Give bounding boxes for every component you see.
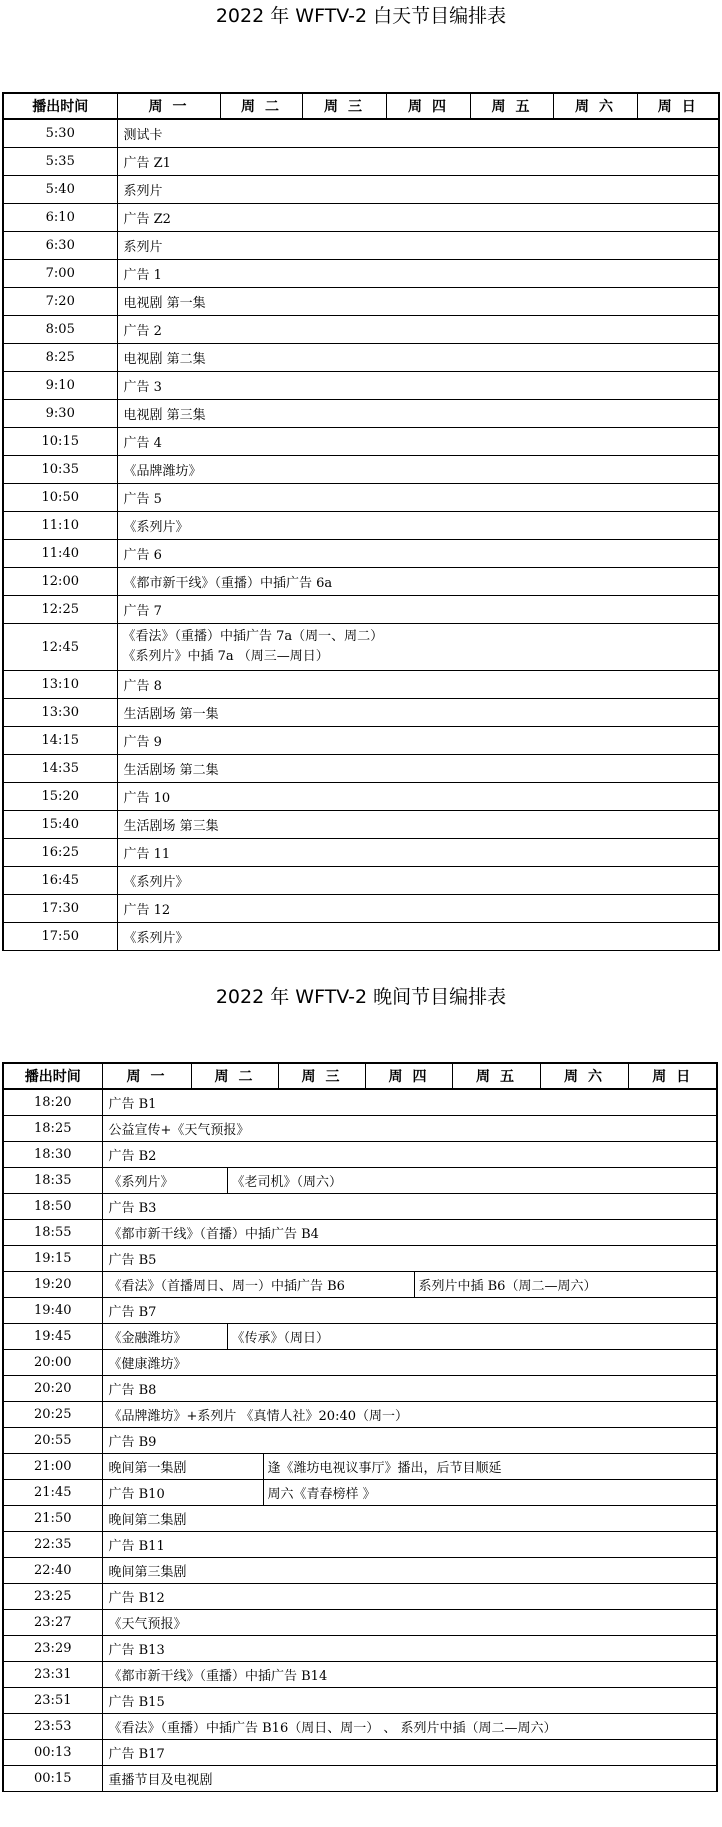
table-row (3, 512, 719, 540)
broadcast-time: 5:30 (3, 119, 117, 148)
broadcast-time: 19:20 (3, 1272, 102, 1298)
table-row (3, 176, 719, 204)
header-sunday: 周日 (628, 1063, 717, 1089)
broadcast-time: 16:25 (3, 839, 117, 867)
table-row (3, 1168, 717, 1194)
table-row (3, 1558, 717, 1584)
program-name: 《系列片》 (109, 1168, 228, 1193)
broadcast-time: 9:30 (3, 400, 117, 428)
program-name: 广告 2 (117, 316, 719, 344)
broadcast-time: 23:51 (3, 1688, 102, 1714)
program-name: 晚间第一集剧 (109, 1454, 264, 1479)
program-name: 广告 10 (117, 783, 719, 811)
broadcast-time: 20:20 (3, 1376, 102, 1402)
program-name: 系列片 (117, 232, 719, 260)
table-row (3, 1506, 717, 1532)
broadcast-time: 20:25 (3, 1402, 102, 1428)
broadcast-time: 10:35 (3, 456, 117, 484)
program-name: 广告 6 (117, 540, 719, 568)
program-name: 公益宣传+《天气预报》 (102, 1116, 717, 1142)
broadcast-time: 9:10 (3, 372, 117, 400)
table-row (3, 1610, 717, 1636)
program-line: 《系列片》中插 7a （周三—周日） (122, 649, 329, 664)
header-wednesday: 周三 (302, 93, 386, 119)
program-name: 晚间第二集剧 (102, 1506, 717, 1532)
broadcast-time: 23:29 (3, 1636, 102, 1662)
program-name: 广告 Z1 (117, 148, 719, 176)
program-name: 广告 12 (117, 895, 719, 923)
program-cell (102, 1454, 717, 1480)
program-cell (102, 1168, 717, 1194)
program-name: 广告 B2 (102, 1142, 717, 1168)
table-row (3, 1350, 717, 1376)
program-cell (102, 1480, 717, 1506)
program-name: 测试卡 (117, 119, 719, 148)
program-name: 生活剧场 第一集 (117, 699, 719, 727)
program-name: 广告 B8 (102, 1376, 717, 1402)
broadcast-time: 23:31 (3, 1662, 102, 1688)
broadcast-time: 22:40 (3, 1558, 102, 1584)
table-row (3, 624, 719, 671)
header-monday: 周一 (117, 93, 220, 119)
program-note: 《传承》（周日） (231, 1331, 330, 1346)
table-row (3, 867, 719, 895)
broadcast-time: 19:45 (3, 1324, 102, 1350)
program-name: 广告 11 (117, 839, 719, 867)
table-row (3, 119, 719, 148)
table-row (3, 148, 719, 176)
table-row (3, 288, 719, 316)
program-name: 广告 4 (117, 428, 719, 456)
table-row (3, 839, 719, 867)
table-row (3, 727, 719, 755)
table-row (3, 923, 719, 951)
broadcast-time: 19:40 (3, 1298, 102, 1324)
program-name: 广告 B17 (102, 1740, 717, 1766)
broadcast-time: 5:35 (3, 148, 117, 176)
table-row (3, 1688, 717, 1714)
header-time: 播出时间 (3, 1063, 102, 1089)
broadcast-time: 13:10 (3, 671, 117, 699)
header-wednesday: 周三 (278, 1063, 365, 1089)
program-name: 《金融潍坊》 (109, 1324, 228, 1349)
night-schedule-table (2, 1062, 718, 1792)
broadcast-time: 00:15 (3, 1766, 102, 1792)
table-row (3, 1298, 717, 1324)
header-thursday: 周四 (365, 1063, 452, 1089)
table-row (3, 1272, 717, 1298)
program-name: 《看法》（首播周日、周一）中插广告 B6 (109, 1272, 415, 1297)
broadcast-time: 12:25 (3, 596, 117, 624)
table-row (3, 1194, 717, 1220)
table-row (3, 1324, 717, 1350)
header-tuesday: 周二 (191, 1063, 278, 1089)
broadcast-time: 12:45 (3, 624, 117, 671)
program-name: 《系列片》 (117, 923, 719, 951)
table-row (3, 1116, 717, 1142)
program-name: 生活剧场 第三集 (117, 811, 719, 839)
program-name: 广告 B13 (102, 1636, 717, 1662)
program-cell (102, 1324, 717, 1350)
header-thursday: 周四 (386, 93, 470, 119)
broadcast-time: 19:15 (3, 1246, 102, 1272)
table-row (3, 1376, 717, 1402)
broadcast-time: 21:00 (3, 1454, 102, 1480)
broadcast-time: 23:25 (3, 1584, 102, 1610)
broadcast-time: 8:25 (3, 344, 117, 372)
program-note: 系列片中插 B6（周二—周六） (418, 1279, 597, 1294)
table-row (3, 1532, 717, 1558)
program-note: 逢《潍坊电视议事厅》播出，后节目顺延 (267, 1461, 502, 1476)
header-friday: 周五 (452, 1063, 540, 1089)
broadcast-time: 23:53 (3, 1714, 102, 1740)
broadcast-time: 00:13 (3, 1740, 102, 1766)
header-sunday: 周日 (637, 93, 719, 119)
broadcast-time: 20:00 (3, 1350, 102, 1376)
day-schedule-table (2, 92, 720, 951)
program-name: 晚间第三集剧 (102, 1558, 717, 1584)
program-name: 《品牌潍坊》+系列片 《真情人社》20:40（周一） (102, 1402, 717, 1428)
night-schedule-title: 2022 年 WFTV-2 晚间节目编排表 (215, 986, 507, 1008)
program-name: 广告 B3 (102, 1194, 717, 1220)
program-name: 《天气预报》 (102, 1610, 717, 1636)
broadcast-time: 11:40 (3, 540, 117, 568)
broadcast-time: 7:20 (3, 288, 117, 316)
header-saturday: 周六 (553, 93, 637, 119)
program-line: 《看法》（重播）中插广告 7a（周一、周二） (122, 629, 384, 644)
header-friday: 周五 (470, 93, 553, 119)
program-name: 广告 B12 (102, 1584, 717, 1610)
table-row (3, 1584, 717, 1610)
table-row (3, 568, 719, 596)
table-row (3, 1089, 717, 1116)
table-row (3, 260, 719, 288)
program-name: 广告 B1 (102, 1089, 717, 1116)
table-row (3, 1142, 717, 1168)
broadcast-time: 15:20 (3, 783, 117, 811)
table-row (3, 1662, 717, 1688)
broadcast-time: 6:30 (3, 232, 117, 260)
broadcast-time: 17:30 (3, 895, 117, 923)
broadcast-time: 7:00 (3, 260, 117, 288)
broadcast-time: 21:50 (3, 1506, 102, 1532)
program-note: 周六《青春榜样 》 (267, 1487, 376, 1502)
table-row (3, 204, 719, 232)
program-name: 广告 9 (117, 727, 719, 755)
program-note: 《老司机》（周六） (231, 1175, 343, 1190)
table-row (3, 1480, 717, 1506)
header-time: 播出时间 (3, 93, 117, 119)
program-name: 广告 B10 (109, 1480, 264, 1505)
day-schedule-title: 2022 年 WFTV-2 白天节目编排表 (215, 5, 507, 27)
broadcast-time: 5:40 (3, 176, 117, 204)
program-name: 生活剧场 第二集 (117, 755, 719, 783)
table-row (3, 1766, 717, 1792)
table-row (3, 1454, 717, 1480)
table-row (3, 232, 719, 260)
broadcast-time: 14:15 (3, 727, 117, 755)
broadcast-time: 18:20 (3, 1089, 102, 1116)
program-name: 《品牌潍坊》 (117, 456, 719, 484)
program-name: 广告 7 (117, 596, 719, 624)
broadcast-time: 12:00 (3, 568, 117, 596)
table-row (3, 344, 719, 372)
program-name: 《看法》（重播）中插广告 B16（周日、周一） 、 系列片中插（周二—周六） (102, 1714, 717, 1740)
program-name: 系列片 (117, 176, 719, 204)
program-name: 电视剧 第三集 (117, 400, 719, 428)
table-row (3, 895, 719, 923)
table-row (3, 400, 719, 428)
broadcast-time: 18:50 (3, 1194, 102, 1220)
table-row (3, 596, 719, 624)
table-row (3, 1740, 717, 1766)
table-row (3, 783, 719, 811)
broadcast-time: 8:05 (3, 316, 117, 344)
broadcast-time: 13:30 (3, 699, 117, 727)
program-name: 广告 3 (117, 372, 719, 400)
broadcast-time: 15:40 (3, 811, 117, 839)
program-name: 电视剧 第二集 (117, 344, 719, 372)
program-name: 广告 8 (117, 671, 719, 699)
broadcast-time: 18:30 (3, 1142, 102, 1168)
broadcast-time: 22:35 (3, 1532, 102, 1558)
broadcast-time: 17:50 (3, 923, 117, 951)
program-cell (117, 624, 719, 671)
broadcast-time: 18:55 (3, 1220, 102, 1246)
broadcast-time: 20:55 (3, 1428, 102, 1454)
program-name: 广告 B11 (102, 1532, 717, 1558)
program-name: 广告 B15 (102, 1688, 717, 1714)
program-name: 广告 B9 (102, 1428, 717, 1454)
broadcast-time: 16:45 (3, 867, 117, 895)
header-tuesday: 周二 (220, 93, 302, 119)
program-name: 广告 Z2 (117, 204, 719, 232)
table-row (3, 1714, 717, 1740)
program-name: 重播节目及电视剧 (102, 1766, 717, 1792)
table-row (3, 755, 719, 783)
table-row (3, 1428, 717, 1454)
program-name: 《健康潍坊》 (102, 1350, 717, 1376)
table-row (3, 372, 719, 400)
broadcast-time: 10:50 (3, 484, 117, 512)
broadcast-time: 10:15 (3, 428, 117, 456)
broadcast-time: 23:27 (3, 1610, 102, 1636)
table-row (3, 699, 719, 727)
broadcast-time: 18:35 (3, 1168, 102, 1194)
table-row (3, 671, 719, 699)
table-row (3, 456, 719, 484)
table-row (3, 1246, 717, 1272)
table-row (3, 484, 719, 512)
program-name: 《都市新干线》（重播）中插广告 B14 (102, 1662, 717, 1688)
program-cell (102, 1272, 717, 1298)
program-name: 电视剧 第一集 (117, 288, 719, 316)
broadcast-time: 18:25 (3, 1116, 102, 1142)
header-monday: 周一 (102, 1063, 191, 1089)
program-name: 广告 5 (117, 484, 719, 512)
program-name: 《系列片》 (117, 512, 719, 540)
table-row (3, 540, 719, 568)
program-name: 《都市新干线》（重播）中插广告 6a (117, 568, 719, 596)
table-row (3, 1220, 717, 1246)
broadcast-time: 14:35 (3, 755, 117, 783)
broadcast-time: 11:10 (3, 512, 117, 540)
table-row (3, 811, 719, 839)
table-row (3, 428, 719, 456)
broadcast-time: 6:10 (3, 204, 117, 232)
broadcast-time: 21:45 (3, 1480, 102, 1506)
table-row (3, 1636, 717, 1662)
table-row (3, 1402, 717, 1428)
program-name: 《都市新干线》（首播）中插广告 B4 (102, 1220, 717, 1246)
table-row (3, 316, 719, 344)
program-name: 广告 B5 (102, 1246, 717, 1272)
header-saturday: 周六 (540, 1063, 628, 1089)
program-name: 广告 B7 (102, 1298, 717, 1324)
night-header-row (3, 1063, 717, 1089)
program-name: 《系列片》 (117, 867, 719, 895)
day-header-row (3, 93, 719, 119)
program-name: 广告 1 (117, 260, 719, 288)
